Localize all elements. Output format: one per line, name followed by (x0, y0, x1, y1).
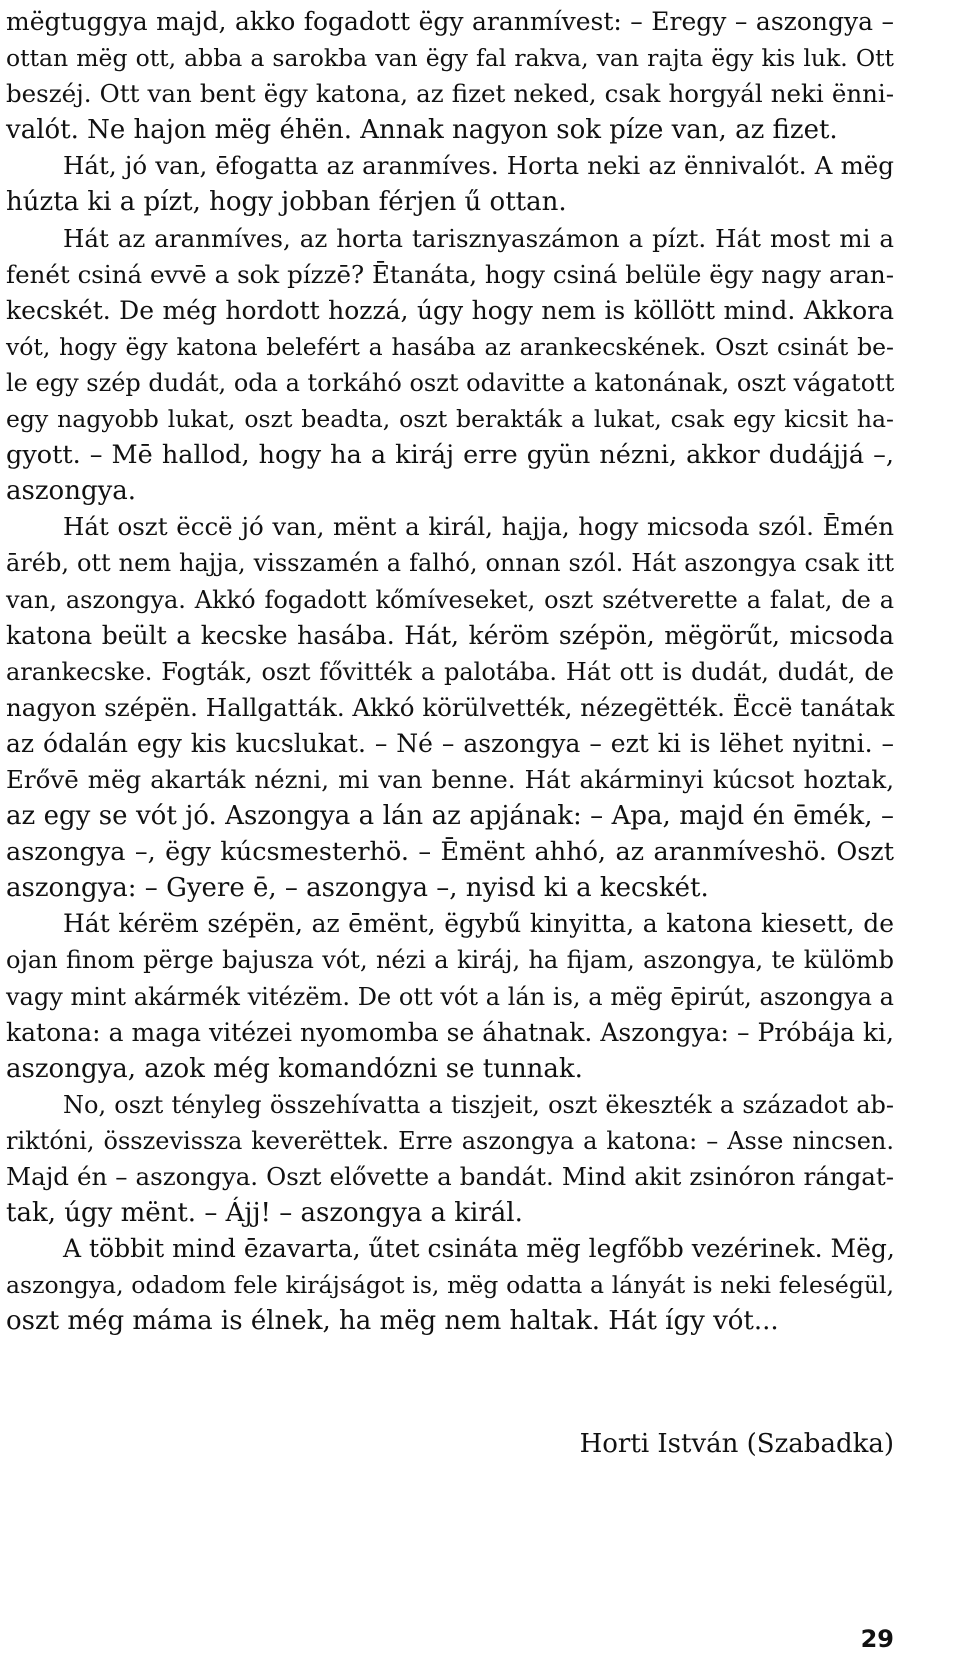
text-line: aszongya –, ëgy kúcsmesterhö. – Ēmënt ahhó, az aranmíveshö. Oszt (6, 837, 894, 868)
text-line: katona: a maga vitézei nyomomba se áhatnak. Aszongya: – Próbája ki, (6, 1017, 894, 1047)
text-line: kecskét. De még hordott hozzá, úgy hogy nem is köllött mind. Akkora (6, 295, 894, 325)
text-line: egy nagyobb lukat, oszt beadta, oszt berakták a lukat, csak egy kicsit ha- (6, 405, 894, 434)
text-line: le egy szép dudát, oda a torkáhó oszt odavitte a katonának, oszt vágatott (6, 368, 895, 397)
text-line: az ódalán egy kis kucslukat. – Né – aszongya – ezt ki is lëhet nyitni. – (6, 728, 894, 758)
author-signature: Horti István (Szabadka) (579, 1429, 894, 1459)
text-line: ottan mëg ott, abba a sarokba van ëgy fal rakva, van rajta ëgy kis luk. Ott (6, 44, 894, 73)
text-line: beszéj. Ott van bent ëgy katona, az fizet neked, csak horgyál neki ënni- (6, 79, 894, 109)
story-text (6, 4, 894, 1339)
text-line: gyott. – Mē hallod, hogy ha a kiráj erre gyün nézni, akkor dudájjá –, (6, 440, 894, 471)
text-line: arankecske. Fogták, oszt fővitték a palotába. Hát ott is dudát, dudát, de (6, 657, 894, 686)
page-number: 29 (860, 1625, 894, 1653)
text-line: ojan finom përge bajusza vót, nézi a kiráj, ha fijam, aszongya, te külömb (6, 946, 894, 975)
text-line: aszongya, azok még komandózni se tunnak. (6, 1053, 583, 1084)
text-line: No, oszt tényleg összehívatta a tiszjeit, oszt ëkeszték a századot ab- (63, 1090, 894, 1119)
text-line: az egy se vót jó. Aszongya a lán az apjának: – Apa, majd én ēmék, – (6, 801, 894, 832)
text-line: nagyon szépën. Hallgatták. Akkó körülvették, nézegëtték. Ëccë tanátak (6, 692, 895, 722)
text-line: Hát kérëm szépën, az ēmënt, ëgybű kinyitta, a katona kiesett, de (63, 909, 894, 939)
text-line: vagy mint akármék vitézëm. De ott vót a lán is, a mëg ēpirút, aszongya a (6, 982, 894, 1011)
text-line: katona beült a kecske hasába. Hát, kéröm szépön, mëgörűt, micsoda (6, 620, 894, 650)
text-line: oszt még máma is élnek, ha mëg nem haltak. Hát így vót... (6, 1306, 779, 1337)
text-line: Hát oszt ëccë jó van, mënt a királ, hajja, hogy micsoda szól. Ēmén (63, 512, 894, 542)
text-line: aszongya: – Gyere ē, – aszongya –, nyisd ki a kecskét. (6, 873, 709, 904)
text-line: āréb, ott nem hajja, visszamén a falhó, onnan szól. Hát aszongya csak itt (6, 549, 894, 578)
text-line: Hát, jó van, ēfogatta az aranmíves. Horta neki az ënnivalót. A mëg (63, 151, 894, 181)
text-line: aszongya. (6, 476, 137, 507)
text-line: valót. Ne hajon mëg éhën. Annak nagyon sok píze van, az fizet. (6, 115, 838, 146)
text-line: mëgtuggya majd, akko fogadott ëgy aranmívest: – Eregy – aszongya – (6, 7, 894, 36)
text-line: húzta ki a pízt, hogy jobban férjen ű ottan. (6, 187, 567, 218)
text-line: Hát az aranmíves, az horta tarisznyaszámon a pízt. Hát most mi a (63, 223, 894, 253)
text-line: riktóni, összevissza keverëttek. Erre aszongya a katona: – Asse nincsen. (6, 1126, 894, 1155)
text-line: Majd én – aszongya. Oszt elővette a bandát. Mind akit zsinóron rángat- (6, 1162, 894, 1191)
text-line: vót, hogy ëgy katona belefért a hasába az arankecskének. Oszt csinát be- (6, 332, 894, 361)
text-line: tak, úgy mënt. – Ájj! – aszongya a királ. (6, 1198, 523, 1229)
text-line: A többit mind ēzavarta, űtet csináta mëg legfőbb vezérinek. Mëg, (63, 1234, 895, 1264)
text-line: van, aszongya. Akkó fogadott kőmíveseket, oszt szétverette a falat, de a (6, 585, 894, 614)
text-line: Erővē mëg akarták nézni, mi van benne. Hát akárminyi kúcsot hoztak, (6, 764, 894, 794)
text-line: aszongya, odadom fele kirájságot is, mëg odatta a lányát is neki feleségül, (6, 1271, 894, 1300)
text-line: fenét csiná evvē a sok pízzē? Ētanáta, hogy csiná belüle ëgy nagy aran- (6, 259, 894, 289)
